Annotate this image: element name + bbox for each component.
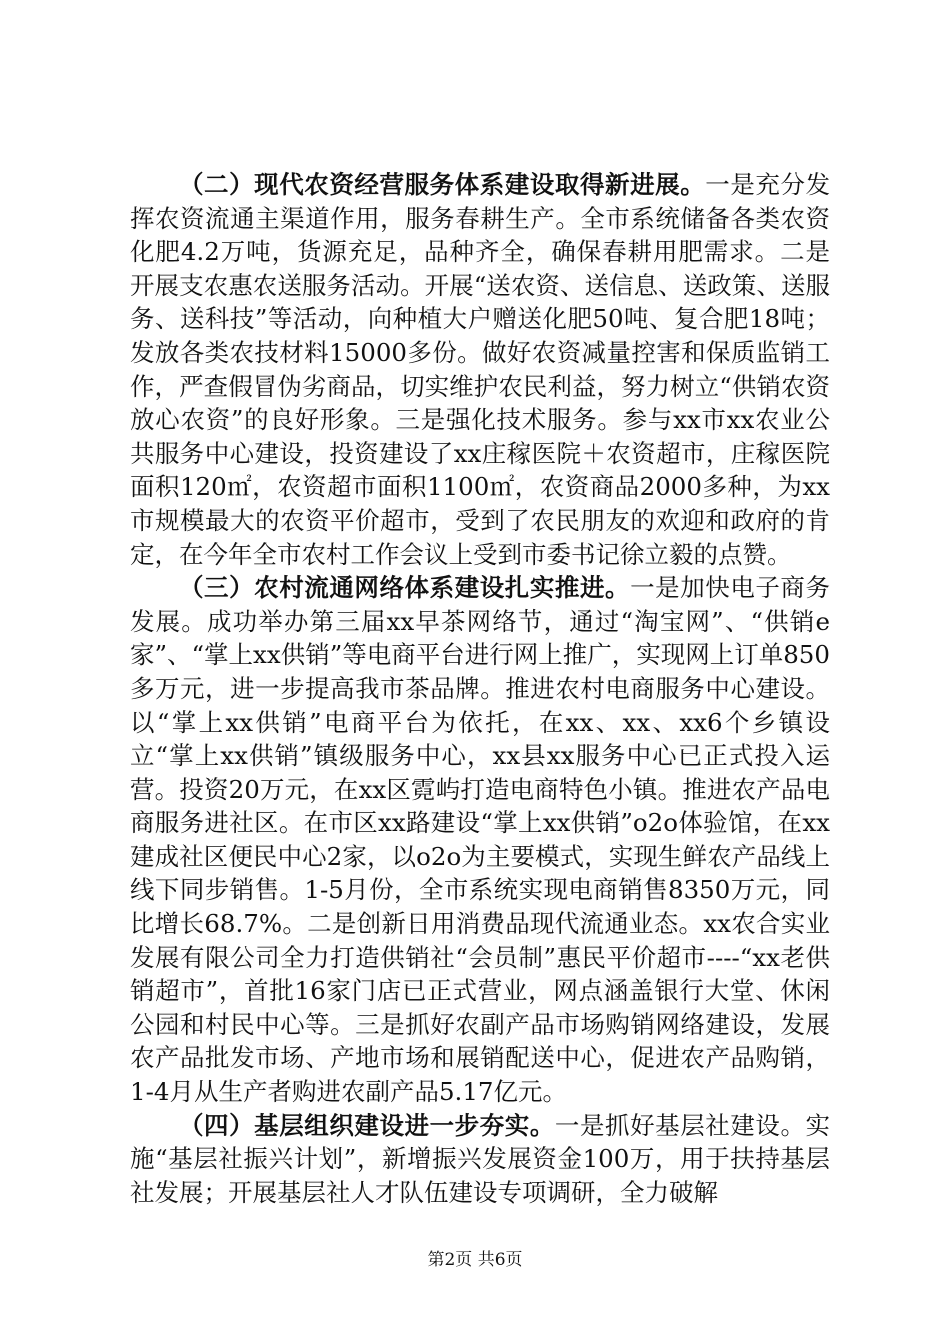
section-body: 一是加快电子商务发展。成功举办第三届xx早茶网络节，通过“淘宝网”、“供销e家”、“掌上xx供销”等电商平台进行网上推广，实现网上订单850多万元，进一步提高我市茶品牌。推进农村电商服务中心建设。以“掌上xx供销”电商平台为依托，在xx、xx、xx6个乡镇设立“掌上xx供销”镇级服务中心，xx县xx服务中心已正式投入运营。投资20万元，在xx区霓屿打造电商特色小镇。推进农产品电商服务进社区。在市区xx路建设“掌上xx供销”o2o体验馆，在xx建成社区便民中心2家，以o2o为主要模式，实现生鲜农产品线上线下同步销售。1-5月份，全市系统实现电商销售8350万元，同比增长68.7%。二是创新日用消费品现代流通业态。xx农合实业发展有限公司全力打造供销社“会员制”惠民平价超市----“xx老供销超市”，首批16家门店已正式营业，网点涵盖银行大堂、休闲公园和村民中心等。三是抓好农副产品市场购销网络建设，发展农产品批发市场、产地市场和展销配送中心，促进农产品购销，1-4月从生产者购进农副产品5.17亿元。 [130, 573, 830, 1107]
paragraph-section-3 [130, 571, 830, 1109]
section-body: 一是充分发挥农资流通主渠道作用，服务春耕生产。全市系统储备各类农资化肥4.2万吨，货源充足，品种齐全，确保春耕用肥需求。二是开展支农惠农送服务活动。开展“送农资、送信息、送政策、送服务、送科技”等活动，向种植大户赠送化肥50吨、复合肥18吨；发放各类农技材料15000多份。做好农资减量控害和保质监销工作，严查假冒伪劣商品，切实维护农民利益，努力树立“供销农资放心农资”的良好形象。三是强化技术服务。参与xx市xx农业公共服务中心建设，投资建设了xx庄稼医院＋农资超市，庄稼医院面积120㎡，农资超市面积1100㎡，农资商品2000多种，为xx市规模最大的农资平价超市，受到了农民朋友的欢迎和政府的肯定，在今年全市农村工作会议上受到市委书记徐立毅的点赞。 [130, 170, 831, 569]
paragraph-section-4 [130, 1109, 830, 1210]
section-heading: （二）现代农资经营服务体系建设取得新进展。 [179, 170, 706, 199]
page-footer: 第2页 共6页 [427, 1250, 523, 1270]
section-heading: （四）基层组织建设进一步夯实。 [179, 1110, 555, 1140]
document-body [130, 168, 830, 1209]
section-heading: （三）农村流通网络体系建设扎实推进。 [179, 573, 631, 603]
section-body: 一是抓好基层社建设。实施“基层社振兴计划”，新增振兴发展资金100万，用于扶持基层社发展；开展基层社人才队伍建设专项调研，全力破解 [130, 1110, 831, 1207]
paragraph-section-2 [130, 168, 830, 571]
